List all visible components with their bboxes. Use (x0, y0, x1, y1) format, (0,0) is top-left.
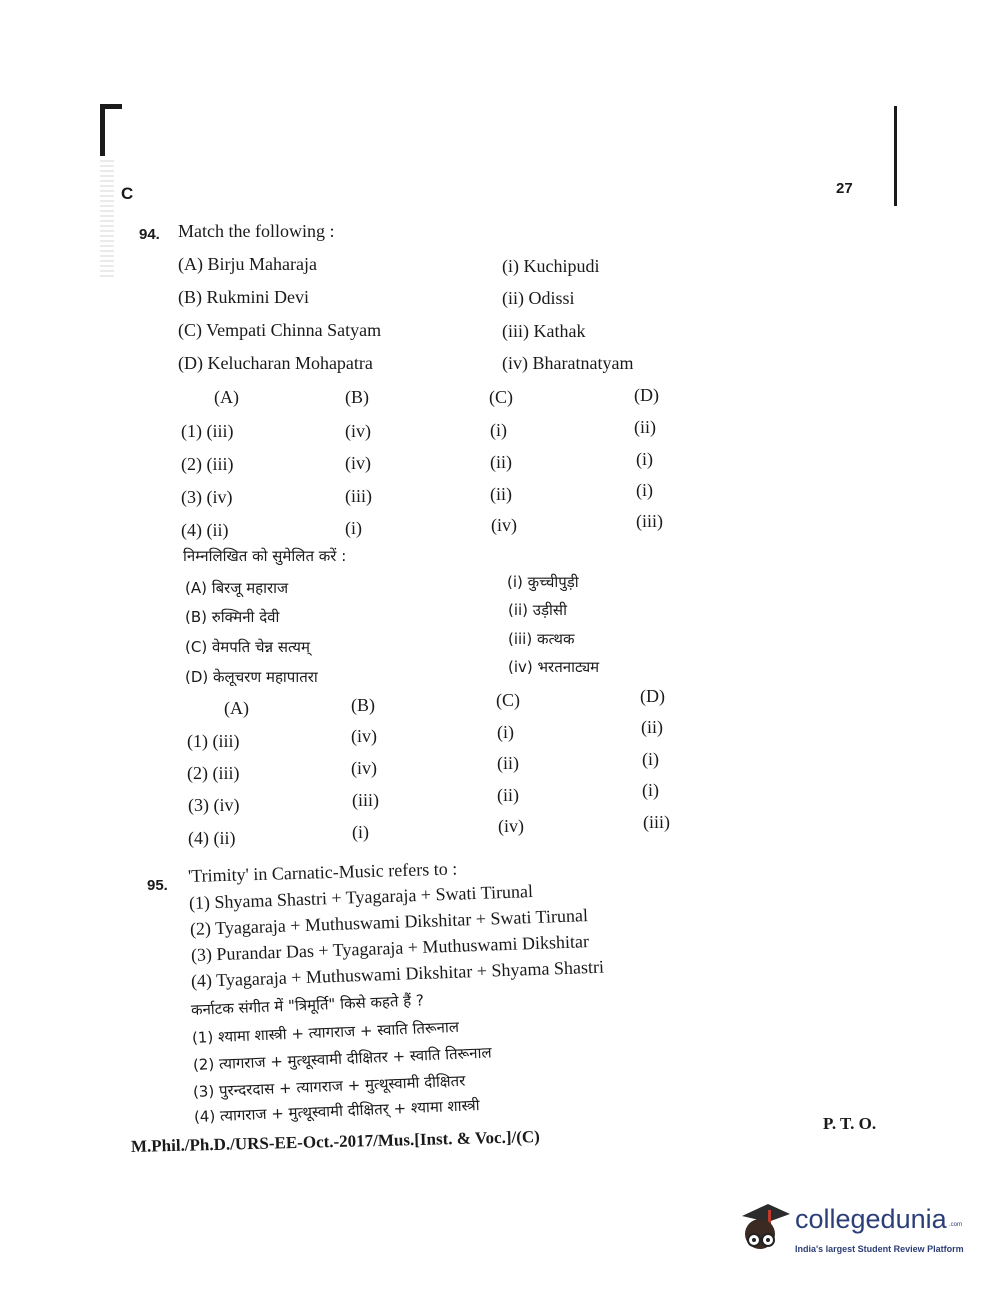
q94-hindi-table-header: (B) (351, 695, 375, 715)
q94-hindi-option-cell: (iv) (498, 816, 524, 836)
q94-hindi-option-cell: (ii) (497, 753, 519, 773)
q94-hindi-option-cell: (ii) (641, 717, 663, 737)
q94-hindi-list2-item: (iii) कत्थक (508, 630, 575, 648)
q95-option: (3) Purandar Das + Tyagaraja + Muthuswami Dikshitar (190, 931, 590, 965)
q94-hindi-list2-item: (i) कुच्चीपुड़ी (507, 573, 579, 591)
q94-option-cell: (ii) (634, 417, 656, 437)
q94-hindi-table-header: (D) (640, 686, 665, 706)
q95-hindi-prompt: कर्नाटक संगीत में "त्रिमूर्ति" किसे कहते हैं ? (190, 991, 425, 1019)
q94-hindi-option-cell: (ii) (497, 785, 519, 805)
q95-option: (2) Tyagaraja + Muthuswami Dikshitar + Swati Tirunal (189, 905, 589, 939)
q94-hindi-option-cell: (iv) (351, 726, 377, 746)
crop-mark-top-left-horizontal (100, 104, 122, 109)
q95-hindi-option: (3) पुरन्दरदास + त्यागराज + मुत्थूस्वामी दीक्षितर (192, 1071, 466, 1101)
q94-option-cell: (iii) (636, 511, 663, 531)
q94-hindi-option-cell: (iii) (352, 790, 379, 810)
q94-table-header: (C) (489, 387, 513, 407)
q94-option-cell: (2) (iii) (181, 454, 234, 474)
q94-option-cell: (ii) (490, 452, 512, 472)
q95-option: (1) Shyama Shastri + Tyagaraja + Swati Tirunal (188, 880, 534, 913)
q94-option-cell: (1) (iii) (181, 421, 234, 441)
q94-hindi-option-cell: (i) (642, 749, 659, 769)
q94-option-cell: (3) (iv) (181, 487, 233, 507)
q94-hindi-option-cell: (1) (iii) (187, 731, 240, 751)
q94-hindi-table-header: (C) (496, 690, 520, 710)
paper-code: M.Phil./Ph.D./URS-EE-Oct.-2017/Mus.[Inst. & Voc.]/(C) (130, 1127, 541, 1156)
q94-hindi-option-cell: (i) (497, 722, 514, 742)
q94-hindi-list1-item: (B) रुक्मिनी देवी (185, 608, 280, 626)
page-number: 27 (836, 180, 853, 197)
logo-domain: .com (949, 1222, 963, 1228)
q94-option-cell: (4) (ii) (181, 520, 229, 540)
mascot-icon (742, 1204, 790, 1249)
q95-hindi-option: (1) श्यामा शास्त्री + त्यागराज + स्वाति तिरूनाल (191, 1017, 460, 1047)
q94-option-cell: (i) (636, 449, 653, 469)
q94-table-header: (B) (345, 387, 369, 407)
q94-hindi-option-cell: (i) (352, 822, 369, 842)
q95-option: (4) Tyagaraja + Muthuswami Dikshitar + Shyama Shastri (190, 956, 605, 991)
q94-hindi-option-cell: (i) (642, 780, 659, 800)
scan-spine-shadow (100, 160, 114, 280)
q94-option-cell: (iv) (491, 515, 517, 535)
q94-table-header: (A) (214, 387, 239, 407)
q94-option-cell: (iv) (345, 421, 371, 441)
q94-hindi-prompt: निम्नलिखित को सुमेलित करें : (183, 547, 347, 565)
q94-option-cell: (ii) (490, 484, 512, 504)
q94-hindi-list2-item: (ii) उड़ीसी (508, 601, 567, 619)
q94-hindi-option-cell: (iv) (351, 758, 377, 778)
crop-mark-top-left (100, 104, 105, 156)
q95-hindi-option: (2) त्यागराज + मुत्थूस्वामी दीक्षितर + स्वाति तिरूनाल (192, 1043, 492, 1074)
q94-hindi-option-cell: (3) (iv) (188, 795, 240, 815)
q94-list2-item: (i) Kuchipudi (502, 256, 600, 276)
q94-table-header: (D) (634, 385, 659, 405)
question-94-number: 94. (139, 226, 160, 243)
logo-tagline: India's largest Student Review Platform (795, 1244, 964, 1254)
q94-option-cell: (iv) (345, 453, 371, 473)
page-turn-over: P. T. O. (823, 1114, 877, 1133)
question-95-prompt: 'Trimity' in Carnatic-Music refers to : (187, 858, 458, 886)
series-letter: C (121, 184, 134, 203)
q94-hindi-option-cell: (iii) (643, 812, 670, 832)
question-95-number: 95. (147, 877, 168, 894)
q94-option-cell: (iii) (345, 486, 372, 506)
q94-hindi-list2-item: (iv) भरतनाट्यम (508, 658, 600, 676)
q94-list2-item: (iv) Bharatnatyam (502, 353, 634, 373)
q94-list2-item: (ii) Odissi (502, 288, 575, 308)
q94-list1-item: (D) Kelucharan Mohapatra (178, 353, 373, 373)
q94-option-cell: (i) (636, 480, 653, 500)
q94-hindi-option-cell: (2) (iii) (187, 763, 240, 783)
q94-option-cell: (i) (345, 518, 362, 538)
q94-hindi-option-cell: (4) (ii) (188, 828, 236, 848)
q94-hindi-list1-item: (A) बिरजू महाराज (185, 579, 289, 597)
q94-option-cell: (i) (490, 420, 507, 440)
q94-list1-item: (B) Rukmini Devi (178, 287, 309, 307)
q94-hindi-list1-item: (C) वेमपति चेन्न सत्यम् (185, 638, 310, 656)
q94-list2-item: (iii) Kathak (502, 321, 586, 341)
q95-hindi-option: (4) त्यागराज + मुत्थूस्वामी दीक्षितर् + श्यामा शास्त्री (193, 1096, 480, 1126)
crop-mark-top-right (894, 106, 897, 206)
q94-list1-item: (C) Vempati Chinna Satyam (178, 320, 382, 340)
question-94-prompt: Match the following : (178, 221, 335, 241)
q94-hindi-table-header: (A) (224, 698, 249, 718)
q94-list1-item: (A) Birju Maharaja (178, 254, 317, 274)
logo-brand-name: collegedunia (795, 1204, 947, 1234)
q94-hindi-list1-item: (D) केलूचरण महापातरा (185, 668, 318, 686)
